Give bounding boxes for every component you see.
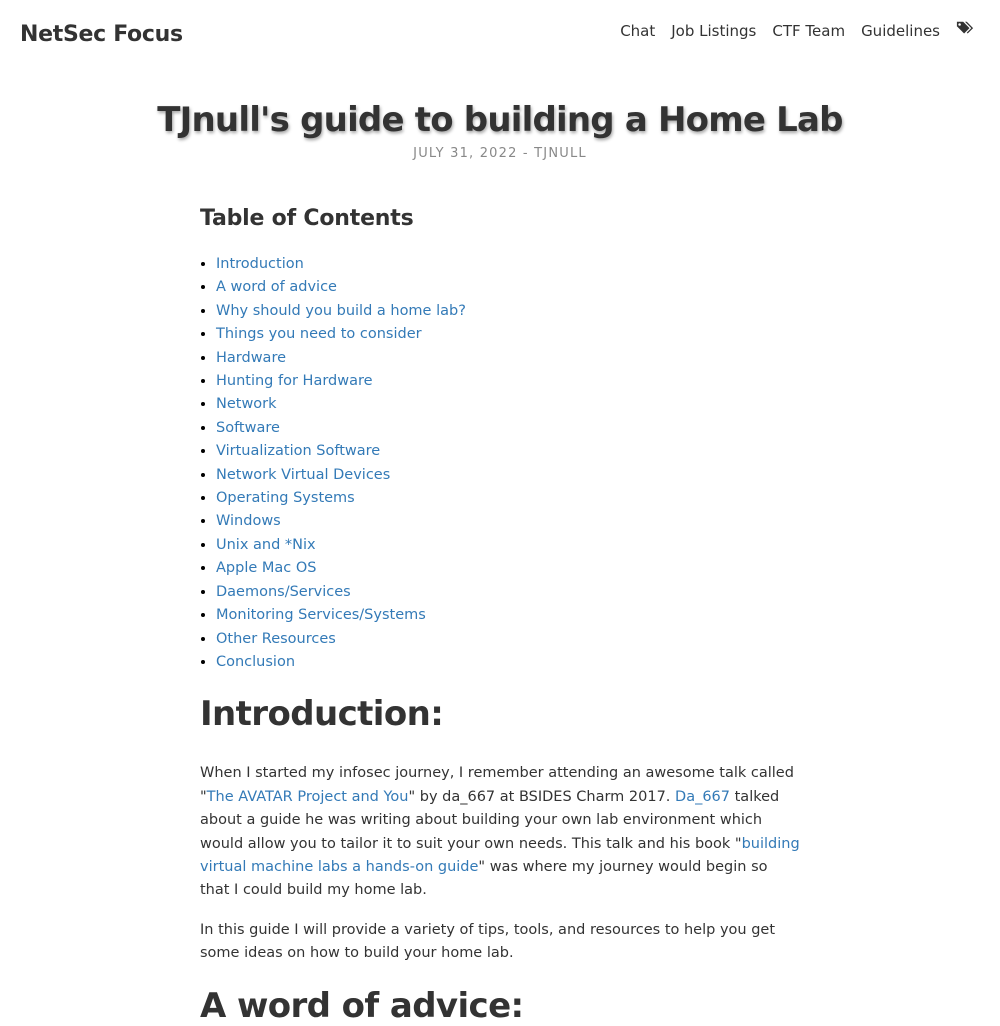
- toc-link-conclusion[interactable]: Conclusion: [216, 653, 296, 670]
- nav-link-ctf-team[interactable]: CTF Team: [772, 22, 846, 40]
- toc-link-hunting-hardware[interactable]: Hunting for Hardware: [216, 373, 373, 390]
- site-brand-link[interactable]: NetSec Focus: [20, 22, 183, 47]
- tags-icon: [956, 20, 974, 38]
- intro-paragraph-1: [200, 762, 800, 902]
- toc-link-operating-systems[interactable]: Operating Systems: [216, 490, 355, 507]
- post-title: TJnull's guide to building a Home Lab: [157, 100, 843, 140]
- toc-item: [216, 581, 800, 604]
- toc-item: [216, 628, 800, 651]
- toc-link-windows[interactable]: Windows: [216, 513, 281, 530]
- post-meta: JULY 31, 2022 - TJNULL: [413, 146, 587, 161]
- toc-item: [216, 510, 800, 533]
- navbar: [0, 0, 1000, 76]
- toc-item: [216, 253, 800, 276]
- toc-link-hardware[interactable]: Hardware: [216, 349, 287, 366]
- toc-link-software[interactable]: Software: [216, 419, 280, 436]
- toc-item: [216, 651, 800, 674]
- avatar-project-link[interactable]: The AVATAR Project and You: [206, 788, 409, 805]
- toc-item: [216, 370, 800, 393]
- intro-paragraph-2: In this guide I will provide a variety of tips, tools, and resources to help you get some ideas on how to build your home lab.: [200, 921, 776, 962]
- da667-link[interactable]: Da_667: [675, 788, 731, 805]
- toc-link-introduction[interactable]: Introduction: [216, 256, 304, 272]
- toc-item: [216, 487, 800, 510]
- intro-text-3: talked about a guide he was writing about building your own lab environment which would allow you to tailor it to suit your own needs. This talk and his book ": [200, 788, 780, 852]
- nav-links: [620, 20, 974, 42]
- intro-text-4: " was where my journey would begin so that I could build my home lab.: [200, 858, 768, 899]
- toc-item: [216, 323, 800, 346]
- toc-link-network[interactable]: Network: [216, 396, 277, 413]
- toc-item: [216, 534, 800, 557]
- post-header: [0, 100, 1000, 161]
- toc-item: [216, 440, 800, 463]
- toc-link-unix-nix[interactable]: Unix and *Nix: [216, 536, 316, 553]
- toc-link-daemons-services[interactable]: Daemons/Services: [216, 583, 351, 600]
- toc-link-virtualization-software[interactable]: Virtualization Software: [216, 443, 381, 460]
- toc-item: [216, 464, 800, 487]
- intro-text-2: " by da_667 at BSIDES Charm 2017.: [408, 788, 676, 805]
- toc-item: [216, 393, 800, 416]
- toc-link-word-of-advice[interactable]: A word of advice: [216, 279, 337, 296]
- post-content: [200, 206, 800, 1026]
- toc-link-network-virtual-devices[interactable]: Network Virtual Devices: [216, 466, 391, 483]
- toc-item: [216, 347, 800, 370]
- toc-link-things-to-consider[interactable]: Things you need to consider: [216, 326, 422, 343]
- toc-heading: Table of Contents: [200, 206, 414, 231]
- toc-item: [216, 604, 800, 627]
- toc-item: [216, 300, 800, 323]
- book-link[interactable]: building virtual machine labs a hands-on guide: [200, 835, 800, 875]
- intro-text-1: When I started my infosec journey, I remember attending an awesome talk called ": [200, 765, 794, 805]
- toc-link-apple-mac-os[interactable]: Apple Mac OS: [216, 560, 317, 577]
- nav-link-chat[interactable]: Chat: [620, 22, 656, 40]
- toc-item: [216, 557, 800, 580]
- tags-link[interactable]: [956, 20, 974, 42]
- nav-link-guidelines[interactable]: Guidelines: [861, 22, 940, 40]
- toc-item: [216, 276, 800, 299]
- toc-item: [216, 417, 800, 440]
- toc-list: [200, 253, 800, 674]
- word-of-advice-heading: A word of advice:: [200, 985, 524, 1026]
- toc-link-why-build[interactable]: Why should you build a home lab?: [216, 302, 466, 319]
- toc-link-monitoring[interactable]: Monitoring Services/Systems: [216, 607, 426, 624]
- nav-link-job-listings[interactable]: Job Listings: [671, 22, 757, 40]
- toc-link-other-resources[interactable]: Other Resources: [216, 630, 336, 647]
- introduction-heading: Introduction:: [200, 694, 444, 735]
